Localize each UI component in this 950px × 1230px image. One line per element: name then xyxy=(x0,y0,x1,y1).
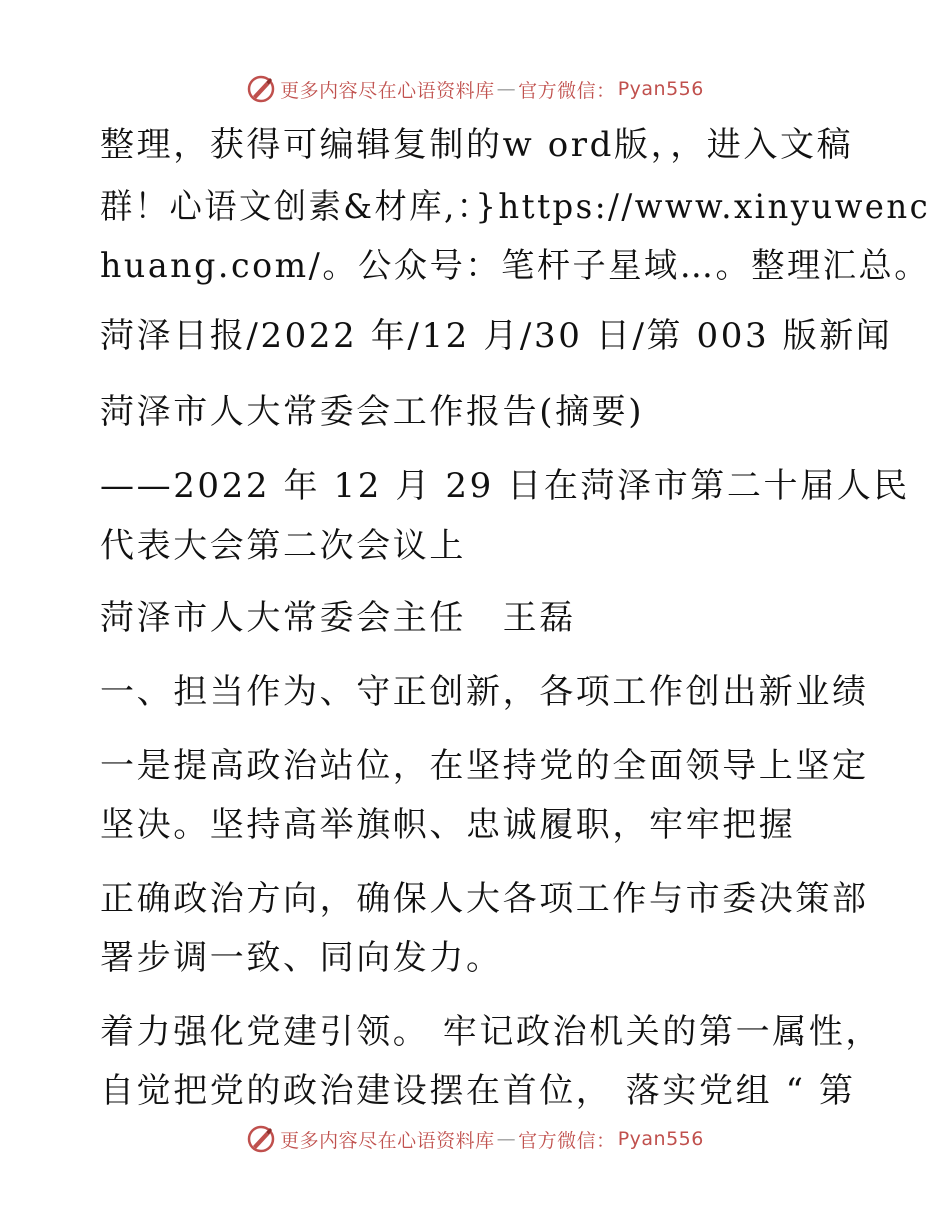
pen-logo-icon xyxy=(246,74,276,104)
text-line: 代表大会第二次会议上 xyxy=(100,526,466,566)
watermark-separator: — xyxy=(496,78,517,100)
text-line: 菏泽日报/2022 年/12 月/30 日/第 003 版新闻 xyxy=(100,316,893,356)
text-line: 一、担当作为、守正创新，各项工作创出新业绩 xyxy=(100,672,869,712)
watermark-main-text: 更多内容尽在心语资料库 xyxy=(280,1129,495,1152)
watermark-wechat-id: Pyan556 xyxy=(617,78,704,100)
text-line: 着力强化党建引领。 牢记政治机关的第一属性， xyxy=(100,1012,883,1052)
watermark-main-text: 更多内容尽在心语资料库 xyxy=(280,79,495,102)
watermark-separator: — xyxy=(496,1128,517,1150)
text-line: huang.com/。公众号：笔杆子星域…。整理汇总。 xyxy=(100,246,930,286)
watermark-header xyxy=(0,74,950,104)
text-line: 坚决。坚持高举旗帜、忠诚履职，牢牢把握 xyxy=(100,805,796,845)
text-line: 群！心语文创素&材库,：}https://www.xinyuwenc xyxy=(100,187,931,227)
watermark-footer xyxy=(0,1124,950,1154)
watermark-wechat-label: 官方微信： xyxy=(518,1129,616,1152)
text-line: 正确政治方向，确保人大各项工作与市委决策部 xyxy=(100,879,869,919)
text-line: 署步调一致、同向发力。 xyxy=(100,938,503,978)
text-line: 菏泽市人大常委会工作报告(摘要) xyxy=(100,392,645,432)
text-line: 菏泽市人大常委会主任 王磊 xyxy=(100,598,576,638)
text-line: 一是提高政治站位，在坚持党的全面领导上坚定 xyxy=(100,746,869,786)
text-line: 整理，获得可编辑复制的w ord版，，进入文稿 xyxy=(100,125,854,165)
watermark-wechat-id: Pyan556 xyxy=(617,1128,704,1150)
watermark-wechat-label: 官方微信： xyxy=(518,79,616,102)
text-line: 自觉把党的政治建设摆在首位， 落实党组 “ 第 xyxy=(100,1071,856,1111)
pen-logo-icon xyxy=(246,1124,276,1154)
text-line: ——2022 年 12 月 29 日在菏泽市第二十届人民 xyxy=(100,466,910,506)
